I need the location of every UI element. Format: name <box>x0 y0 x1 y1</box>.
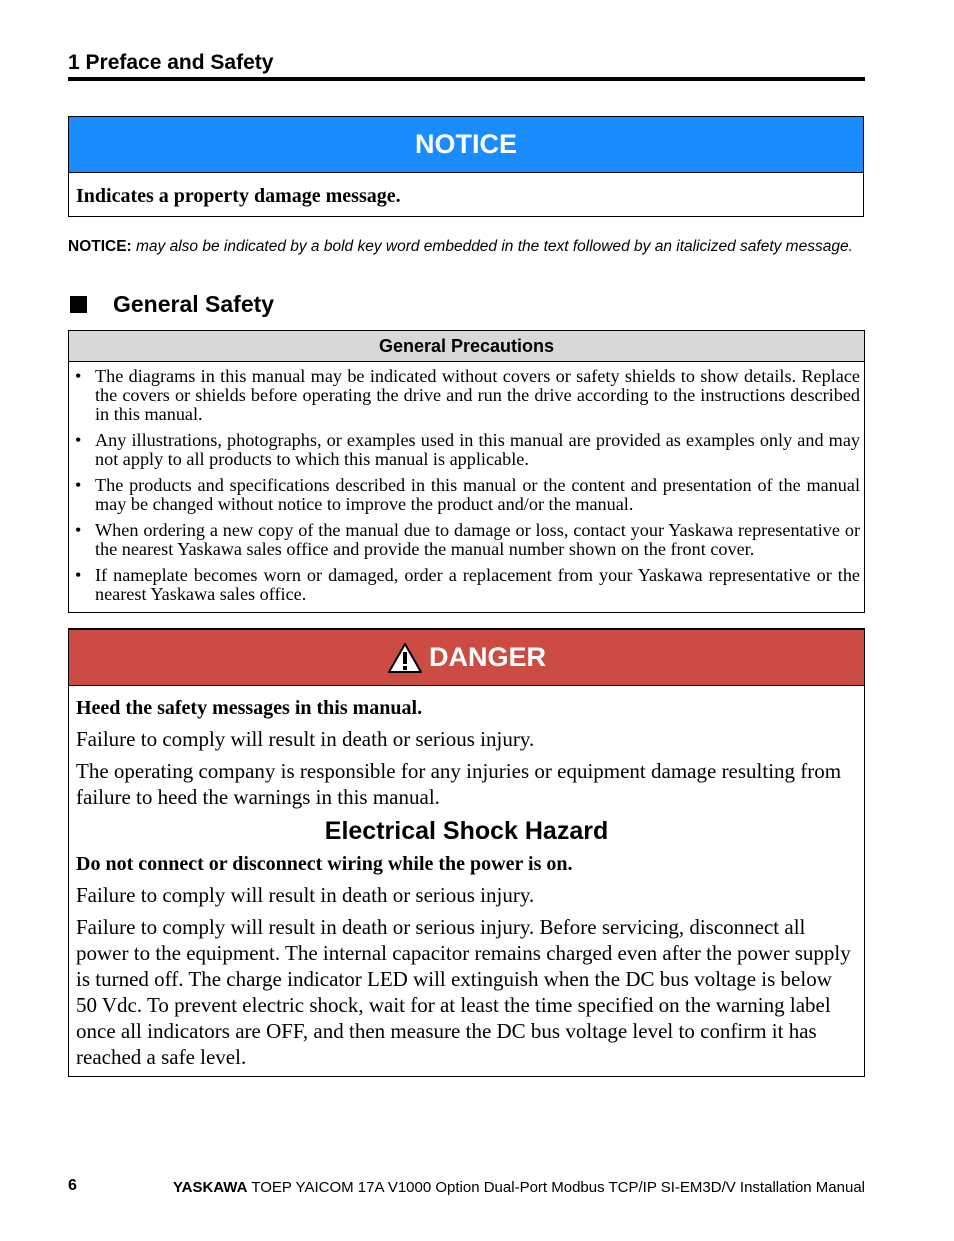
notice-note <box>68 238 865 256</box>
notice-message: Indicates a property damage message. <box>76 185 401 207</box>
warning-triangle-icon <box>387 642 423 674</box>
page-number: 6 <box>68 1177 77 1194</box>
chapter-rule <box>68 77 865 81</box>
list-item-text: If nameplate becomes worn or damaged, order a replacement from your Yaskawa representative or the nearest Yaskawa sales office. <box>95 565 860 604</box>
list-item <box>75 566 860 604</box>
danger-body <box>69 686 864 1070</box>
list-item-text: When ordering a new copy of the manual due to damage or loss, contact your Yaskawa representative or the nearest Yaskawa sales office and provide the manual number shown on the front cover. <box>95 520 860 559</box>
danger-heed: Heed the safety messages in this manual. <box>76 697 423 719</box>
bullet: • <box>75 430 82 450</box>
footer-brand: YASKAWA <box>173 1179 248 1196</box>
notice-note-text: may also be indicated by a bold key word embedded in the text followed by an italicized safety message. <box>131 238 853 255</box>
danger-label: DANGER <box>428 642 546 672</box>
section-heading-text: General Safety <box>113 291 275 317</box>
danger-header <box>69 629 864 686</box>
bullet: • <box>75 565 82 585</box>
danger-servicing: Failure to comply will result in death or serious injury. Before servicing, disconnect all power to the equipment. The internal capacitor remains charged even after the power supply is turned off. The charge indicator LED will extinguish when the DC bus voltage is below 50 Vdc. To prevent electric shock, wait for at least the time specified on the warning label once all indicators are OFF, and then measure the DC bus voltage level to confirm it has reached a safe level. <box>76 915 851 1069</box>
bullet: • <box>75 475 82 495</box>
bullet: • <box>75 520 82 540</box>
general-precautions-table <box>68 330 865 613</box>
footer-manual-title: TOEP YAICOM 17A V1000 Option Dual-Port Modbus TCP/IP SI-EM3D/V Installation Manual <box>247 1179 865 1196</box>
list-item <box>75 367 860 424</box>
danger-box <box>68 628 865 1077</box>
list-item <box>75 431 860 469</box>
notice-note-keyword: NOTICE: <box>68 238 132 255</box>
chapter-header: 1 Preface and Safety <box>68 51 274 74</box>
danger-wiring-consequence: Failure to comply will result in death or serious injury. <box>76 883 535 907</box>
section-heading <box>68 289 865 319</box>
general-precautions-title: General Precautions <box>69 331 864 362</box>
list-item-text: Any illustrations, photographs, or examples used in this manual are provided as examples only and may not apply to all products to which this manual is applicable. <box>95 430 860 469</box>
notice-label: NOTICE <box>69 117 863 173</box>
list-item <box>75 521 860 559</box>
list-item <box>75 476 860 514</box>
square-bullet-icon <box>70 296 87 313</box>
precautions-list <box>69 362 864 604</box>
danger-operating-company: The operating company is responsible for any injuries or equipment damage resulting from failure to heed the warnings in this manual. <box>76 759 842 809</box>
bullet: • <box>75 366 82 386</box>
notice-box <box>68 116 864 217</box>
danger-wiring: Do not connect or disconnect wiring while the power is on. <box>76 853 573 875</box>
list-item-text: The products and specifications described in this manual or the content and presentation of the manual may be changed without notice to improve the product and/or the manual. <box>95 475 860 514</box>
hazard-title: Electrical Shock Hazard <box>324 817 609 845</box>
danger-heed-consequence: Failure to comply will result in death or serious injury. <box>76 727 535 751</box>
list-item-text: The diagrams in this manual may be indicated without covers or safety shields to show details. Replace the covers or shields before operating the drive and run the drive according to the instructions described in this manual. <box>95 366 860 424</box>
footer-title <box>173 1179 865 1196</box>
